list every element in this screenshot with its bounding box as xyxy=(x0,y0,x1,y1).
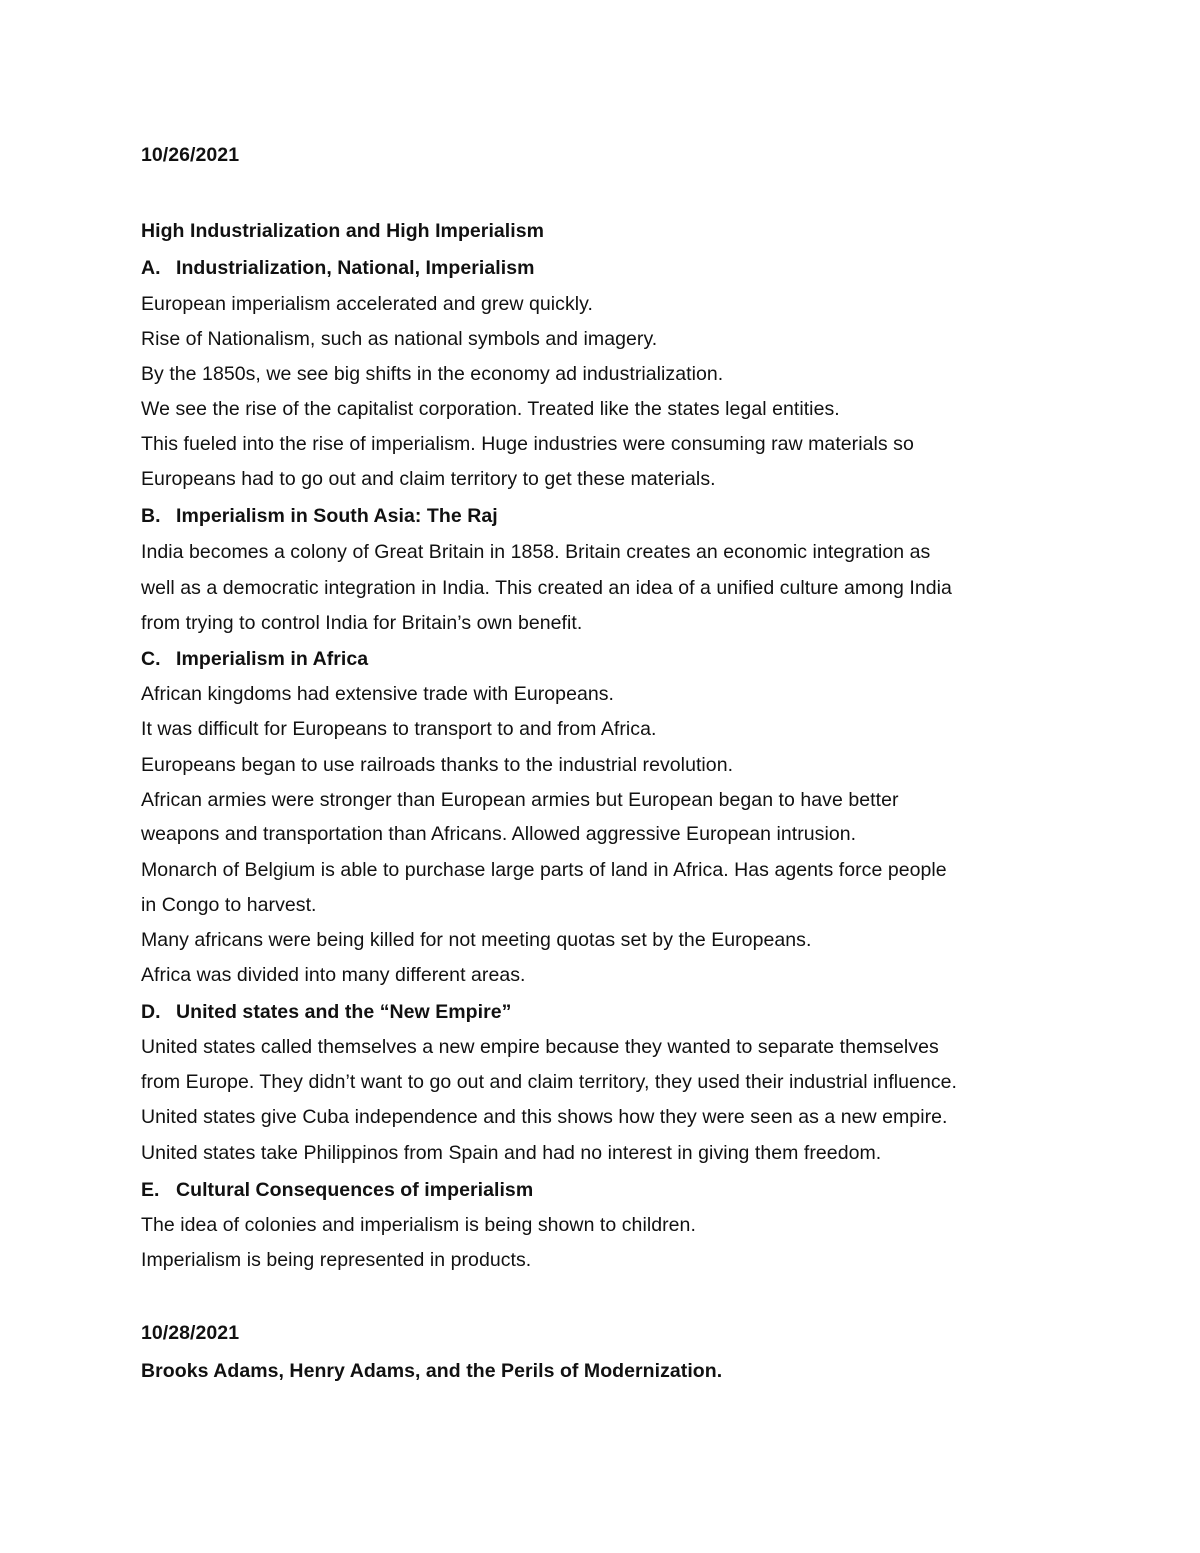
body-line: It was difficult for Europeans to transport to and from Africa. xyxy=(141,718,657,740)
entry-date: 10/26/2021 xyxy=(141,144,240,166)
body-line: India becomes a colony of Great Britain in 1858. Britain creates an economic integration as xyxy=(141,541,931,563)
section-heading-d xyxy=(141,1000,511,1024)
section-title: Industrialization, National, Imperialism xyxy=(176,257,535,279)
body-line: well as a democratic integration in India. This created an idea of a unified culture among India xyxy=(141,577,952,599)
body-line: from trying to control India for Britain’s own benefit. xyxy=(141,612,583,634)
section-letter: E. xyxy=(141,1179,160,1201)
section-letter: A. xyxy=(141,257,161,279)
body-line: Monarch of Belgium is able to purchase large parts of land in Africa. Has agents force people xyxy=(141,859,947,881)
section-heading-c xyxy=(141,647,368,671)
section-letter: B. xyxy=(141,505,161,527)
body-line: Rise of Nationalism, such as national symbols and imagery. xyxy=(141,328,658,350)
entry-title: High Industrialization and High Imperialism xyxy=(141,220,545,242)
body-line: Africa was divided into many different areas. xyxy=(141,964,526,986)
body-line: from Europe. They didn’t want to go out and claim territory, they used their industrial influence. xyxy=(141,1071,958,1093)
body-line: United states give Cuba independence and this shows how they were seen as a new empire. xyxy=(141,1106,948,1128)
section-letter: D. xyxy=(141,1001,161,1023)
section-title: United states and the “New Empire” xyxy=(176,1001,512,1023)
body-line: Europeans had to go out and claim territory to get these materials. xyxy=(141,468,716,490)
body-line: Imperialism is being represented in products. xyxy=(141,1249,532,1271)
body-line: Many africans were being killed for not meeting quotas set by the Europeans. xyxy=(141,929,812,951)
body-line: Europeans began to use railroads thanks to the industrial revolution. xyxy=(141,754,734,776)
body-line: United states take Philippinos from Spain and had no interest in giving them freedom. xyxy=(141,1142,882,1164)
section-letter: C. xyxy=(141,648,161,670)
body-line: The idea of colonies and imperialism is being shown to children. xyxy=(141,1214,696,1236)
section-heading-b xyxy=(141,504,498,528)
section-heading-a xyxy=(141,256,534,280)
entry-date: 10/28/2021 xyxy=(141,1322,240,1344)
body-line: We see the rise of the capitalist corporation. Treated like the states legal entities. xyxy=(141,398,840,420)
section-title: Imperialism in Africa xyxy=(176,648,369,670)
section-title: Imperialism in South Asia: The Raj xyxy=(176,505,498,527)
entry-title: Brooks Adams, Henry Adams, and the Perils of Modernization. xyxy=(141,1360,723,1382)
body-line: weapons and transportation than Africans. Allowed aggressive European intrusion. xyxy=(141,823,857,845)
body-line: United states called themselves a new empire because they wanted to separate themselves xyxy=(141,1036,939,1058)
body-line: African kingdoms had extensive trade with Europeans. xyxy=(141,683,615,705)
body-line: By the 1850s, we see big shifts in the economy ad industrialization. xyxy=(141,363,724,385)
body-line: in Congo to harvest. xyxy=(141,894,317,916)
body-line: African armies were stronger than European armies but European began to have better xyxy=(141,789,899,811)
section-title: Cultural Consequences of imperialism xyxy=(176,1179,534,1201)
body-line: European imperialism accelerated and grew quickly. xyxy=(141,293,593,315)
body-line: This fueled into the rise of imperialism. Huge industries were consuming raw materials so xyxy=(141,433,914,455)
section-heading-e xyxy=(141,1178,533,1202)
